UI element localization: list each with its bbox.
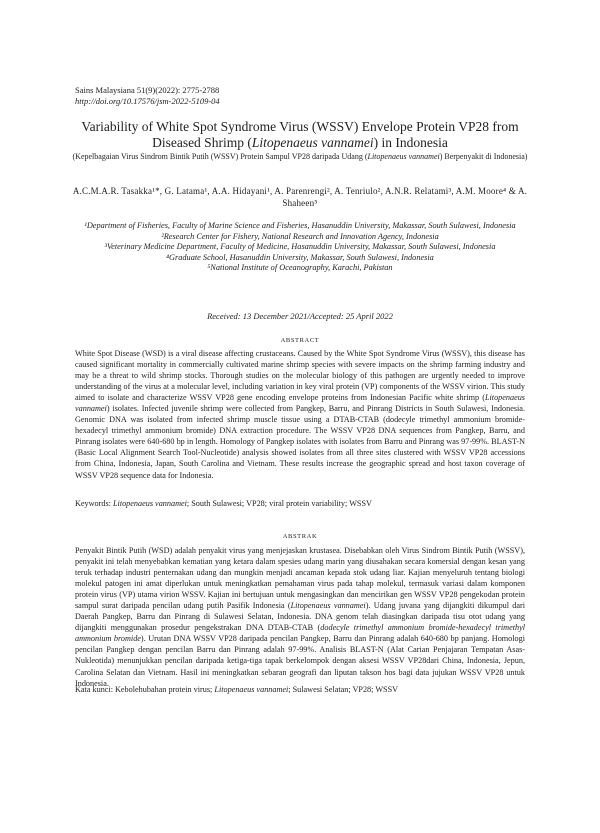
abstract-species: Litopenaeus vannamei — [75, 393, 525, 414]
abstrak-species: Litopenaeus vannamei — [290, 601, 366, 611]
affiliation-item: ⁵National Institute of Oceanography, Karachi, Pakistan — [207, 263, 393, 273]
title-species: Litopenaeus vannamei — [251, 135, 374, 150]
received-dates: Received: 13 December 2021/Accepted: 25 April 2022 — [207, 311, 393, 321]
abstrak-text-2: ). Udang juvana yang dijangkiti dikumpul dari Daerah Pangkep, Barru dan Pinrang di Sulawesi Selatan, Indonesia. DNA genom telah diasingkan daripada tisu otot udang yang dijangkiti menggunakan prosedur pengekstrakan DNA DTAB-CTAB ( — [75, 601, 526, 633]
paper-title-malay — [70, 152, 530, 162]
paper-title — [70, 119, 530, 151]
author-list: A.C.M.A.R. Tasakka¹*, G. Latama¹, A.A. Hidayani¹, A. Parenrengi², A. Tenriulo², A.N.R. Relatami³, A.M. Moore⁴ & A. Shaheen⁵ — [72, 186, 528, 208]
kata-kunci — [75, 684, 525, 695]
affiliation-item: ³Veterinary Medicine Department, Faculty of Medicine, Hasanuddin University, Makassar, South Sulawesi, Indonesia — [104, 242, 496, 252]
abstrak-body — [75, 545, 525, 689]
journal-doi[interactable]: http://doi.org/10.17576/jsm-2022-5109-04 — [75, 96, 220, 106]
affiliation-item: ²Research Center for Fishery, National Research and Innovation Agency, Indonesia — [161, 231, 439, 241]
kata-kunci-label: Kata kunci: Kebolehubahan protein virus; — [75, 685, 215, 694]
abstract-text-1: White Spot Disease (WSD) is a viral disease affecting crustaceans. Caused by the White Spot Syndrome Virus (WSSV), this disease has caused significant mortality in commercially cultivated marine shrimp species with severe impacts on the shrimp farming industry and may be a threat to wild shrimp stocks. Thorough studies on the molecular biology of this pathogen are urgently needed to improve understanding of the virus at a molecular level, including variation in key viral protein (VP) components of the WSSV virion. This study aimed to isolate and characterize WSSV VP28 gene encoding envelope proteins from Indonesian Pacific white shrimp ( — [75, 349, 525, 403]
abstrak-chemical: dodecyle trimethyl ammonium bromide-hexadecyl trimethyl ammonium bromide — [75, 623, 525, 644]
malay-title-species: Litopenaeus vannamei — [367, 152, 440, 161]
kata-kunci-rest: ; Sulawesi Selatan; VP28; WSSV — [288, 685, 399, 694]
keywords-species: Litopenaeus vannamei — [112, 499, 187, 508]
title-text-1: Variability of White Spot Syndrome Virus (WSSV) Envelope Protein VP28 from Diseased Shrimp ( — [81, 119, 519, 150]
affiliations — [80, 221, 520, 274]
malay-title-text-1: (Kepelbagaian Virus Sindrom Bintik Putih (WSSV) Protein Sampul VP28 daripada Udang ( — [72, 152, 368, 161]
keywords-rest: ; South Sulawesi; VP28; viral protein variability; WSSV — [186, 499, 372, 508]
abstract-text-2: ) isolates. Infected juvenile shrimp were collected from Pangkep, Barru, and Pinrang Districts in South Sulawesi, Indonesia. Genomic DNA was isolated from infected shrimp muscle tissue using a DTAB-CTAB (dodecyle trimethyl ammonium bromide-hexadecyl trimethyl ammonium bromide) DNA extraction procedure. The WSSV VP28 DNA sequences from Pangkep, Barru, and Pinrang isolates were 640-680 bp in length. Homology of Pangkep isolates with isolates from Barru and Pinrang was 97-99%. BLAST-N (Basic Local Alignment Search Tool-Nucleotide) analysis showed isolates from all three sites clustered with WSSV VP28 accessions from China, Indonesia, Japan, South Carolina and Vietnam. These results increase the geographic spread and host taxon coverage of WSSV VP28 sequence data for Indonesia. — [75, 404, 525, 480]
kata-kunci-species: Litopenaeus vannamei — [214, 685, 289, 694]
affiliation-item: ¹Department of Fisheries, Faculty of Marine Science and Fisheries, Hasanuddin University, Makassar, South Sulawesi, Indonesia — [84, 221, 516, 230]
affiliation-item: ⁴Graduate School, Hasanuddin University, Makassar, South Sulawesi, Indonesia — [166, 252, 434, 262]
title-text-2: ) in Indonesia — [373, 135, 448, 150]
abstrak-text-1: Penyakit Bintik Putih (WSD) adalah penyakit virus yang menjejaskan krustasea. Disebabkan oleh Virus Sindrom Bintik Putih (WSSV), penyakit ini telah menyebabkan kematian yang ketara dalam spesies udang marin yang diusahakan secara komersial dengan kesan yang teruk terhadap industri penternakan udang dan mungkin menjadi ancaman kepada stok udang liar. Kajian menyeluruh tentang biologi molekul patogen ini amat diperlukan untuk meningkatkan pemahaman virus pada tahap molekul, termasuk variasi dalam komponen protein virus (VP) utama virion WSSV. Kajian ini bertujuan untuk mengasingkan dan mencirikan gen WSSV VP28 pengekodan protein sampul surat daripada pencilan udang putih Pasifik Indonesia ( — [75, 546, 525, 611]
abstract-heading: ABSTRACT — [280, 337, 320, 344]
keywords — [75, 498, 525, 509]
journal-header — [75, 85, 220, 107]
abstract-body — [75, 348, 525, 481]
malay-title-text-2: ) Berpenyakit di Indonesia) — [439, 152, 528, 161]
keywords-label: Keywords: — [75, 499, 113, 508]
abstrak-heading: ABSTRAK — [282, 533, 318, 540]
journal-citation: Sains Malaysiana 51(9)(2022): 2775-2788 — [75, 85, 220, 95]
abstrak-text-3: ). Urutan DNA WSSV VP28 daripada pencilan Pangkep, Barru dan Pinrang adalah 640-680 bp panjang. Homologi pencilan Pangkep dengan pencilan Barru dan Pinrang adalah 97-99%. Analisis BLAST-N (Alat Carian Penjajaran Tempatan Asas-Nukleotida) menunjukkan pencilan daripada ketiga-tiga tapak berkelompok dengan aksesi WSSV VP28dari China, Indonesia, Jepun, Carolina Selatan dan Vietnam. Hasil ini meningkatkan sebaran geografi dan liputan takson hos bagi data jujukan WSSV VP28 untuk Indonesia. — [75, 634, 525, 688]
